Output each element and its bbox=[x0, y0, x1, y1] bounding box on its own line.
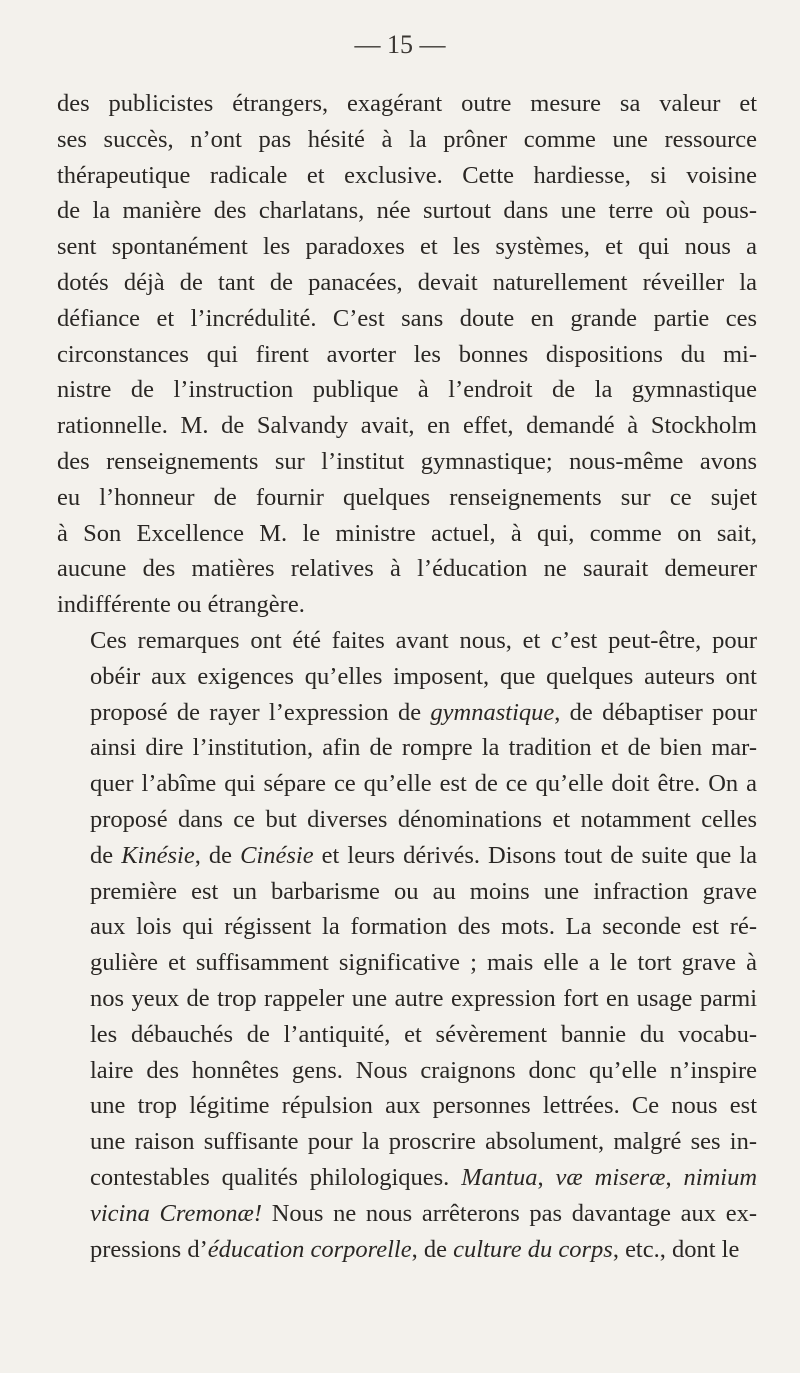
text-run: laire des honnêtes gens. Nous craignons donc qu’elle n’inspire bbox=[90, 1056, 757, 1084]
paragraph bbox=[57, 86, 757, 623]
text-run: thérapeutique radicale et exclusive. Cette hardiesse, si voisine bbox=[57, 161, 757, 189]
text-line bbox=[57, 1124, 757, 1160]
text-line bbox=[57, 838, 757, 874]
text-run: sent spontanément les paradoxes et les systèmes, et qui nous a bbox=[57, 233, 757, 261]
text-line bbox=[57, 158, 757, 194]
text-run: , de bbox=[411, 1235, 454, 1263]
text-run: et leurs dérivés. Disons tout de suite que la bbox=[313, 841, 757, 869]
text-line bbox=[57, 766, 757, 802]
text-run: aux lois qui régissent la formation des mots. La seconde est ré- bbox=[90, 913, 757, 941]
text-line bbox=[57, 1053, 757, 1089]
text-line bbox=[57, 86, 757, 122]
text-line bbox=[57, 122, 757, 158]
text-run: , etc., dont le bbox=[612, 1235, 740, 1263]
text-run: eu l’honneur de fournir quelques renseignements sur ce sujet bbox=[57, 483, 757, 511]
text-line bbox=[57, 551, 757, 587]
text-run: , bbox=[665, 1163, 684, 1191]
italic-text: culture du corps bbox=[453, 1235, 613, 1263]
text-run: pressions d’ bbox=[90, 1235, 208, 1263]
text-line bbox=[57, 193, 757, 229]
text-line bbox=[57, 802, 757, 838]
text-line bbox=[57, 1196, 757, 1232]
paragraph bbox=[57, 623, 757, 1267]
text-line bbox=[57, 909, 757, 945]
text-run: nos yeux de trop rappeler une autre expression fort en usage parmi bbox=[90, 984, 757, 1012]
text-run: une trop légitime répulsion aux personnes lettrées. Ce nous est bbox=[90, 1092, 757, 1120]
text-run: défiance et l’incrédulité. C’est sans doute en grande partie ces bbox=[57, 304, 757, 332]
text-run: de la manière des charlatans, née surtout dans une terre où pous- bbox=[57, 197, 757, 225]
text-run: quer l’abîme qui sépare ce qu’elle est de ce qu’elle doit être. On a bbox=[90, 770, 757, 798]
italic-text: éducation corporelle bbox=[207, 1235, 412, 1263]
text-line bbox=[57, 874, 757, 910]
italic-text: gymnastique bbox=[430, 698, 555, 726]
text-line bbox=[57, 229, 757, 265]
text-run: à Son Excellence M. le ministre actuel, à qui, comme on sait, bbox=[57, 519, 757, 547]
italic-text: Kinésie bbox=[121, 841, 195, 869]
italic-text: vicina Cremonæ! bbox=[90, 1199, 263, 1227]
text-line bbox=[57, 1088, 757, 1124]
text-run: , de débaptiser pour bbox=[554, 698, 757, 726]
text-run: première est un barbarisme ou au moins une infraction grave bbox=[90, 877, 757, 905]
text-run: une raison suffisante pour la proscrire absolument, malgré ses in- bbox=[90, 1128, 757, 1156]
text-run: ses succès, n’ont pas hésité à la prôner comme une ressource bbox=[57, 125, 757, 153]
text-run: dotés déjà de tant de panacées, devait naturellement réveiller la bbox=[57, 268, 757, 296]
text-line bbox=[57, 337, 757, 373]
text-run: Nous ne nous arrêterons pas davantage aux ex- bbox=[262, 1199, 757, 1227]
text-line bbox=[57, 945, 757, 981]
text-line bbox=[57, 444, 757, 480]
text-line bbox=[57, 480, 757, 516]
text-run: ainsi dire l’institution, afin de rompre la tradition et de bien mar- bbox=[90, 734, 757, 762]
text-line bbox=[57, 659, 757, 695]
text-run: aucune des matières relatives à l’éducation ne saurait demeurer bbox=[57, 555, 757, 583]
text-line bbox=[57, 730, 757, 766]
text-run: obéir aux exigences qu’elles imposent, que quelques auteurs ont bbox=[90, 662, 757, 690]
text-line bbox=[57, 1232, 757, 1268]
italic-text: nimium bbox=[683, 1163, 757, 1191]
text-run: des publicistes étrangers, exagérant outre mesure sa valeur et bbox=[57, 90, 757, 117]
text-line bbox=[57, 408, 757, 444]
text-line bbox=[57, 516, 757, 552]
page-number: — 15 — bbox=[354, 30, 446, 59]
text-line bbox=[57, 623, 757, 659]
text-run: proposé de rayer l’expression de bbox=[90, 698, 431, 726]
text-line bbox=[57, 265, 757, 301]
text-line bbox=[57, 695, 757, 731]
text-run: de bbox=[90, 841, 122, 869]
text-line bbox=[57, 1160, 757, 1196]
text-line bbox=[57, 587, 757, 623]
text-run: Ces remarques ont été faites avant nous, et c’est peut-être, pour bbox=[90, 626, 757, 654]
italic-text: Mantua bbox=[461, 1163, 538, 1191]
text-run: rationnelle. M. de Salvandy avait, en effet, demandé à Stockholm bbox=[57, 412, 757, 440]
body-text bbox=[57, 86, 757, 1267]
text-line bbox=[57, 301, 757, 337]
text-run: contestables qualités philologiques. bbox=[90, 1163, 462, 1191]
italic-text: Cinésie bbox=[240, 841, 314, 869]
text-run: circonstances qui firent avorter les bonnes dispositions du mi- bbox=[57, 340, 757, 368]
text-run: gulière et suffisamment significative ; mais elle a le tort grave à bbox=[90, 949, 757, 977]
text-run: , de bbox=[194, 841, 241, 869]
text-line bbox=[57, 372, 757, 408]
text-run: , bbox=[537, 1163, 556, 1191]
italic-text: væ miseræ bbox=[555, 1163, 666, 1191]
text-run: indifférente ou étrangère. bbox=[57, 591, 305, 619]
text-run: des renseignements sur l’institut gymnastique; nous-même avons bbox=[57, 447, 757, 475]
text-line bbox=[57, 981, 757, 1017]
text-run: nistre de l’instruction publique à l’endroit de la gymnastique bbox=[57, 376, 757, 404]
text-run: proposé dans ce but diverses dénominations et notamment celles bbox=[90, 805, 757, 833]
text-line bbox=[57, 1017, 757, 1053]
text-run: les débauchés de l’antiquité, et sévèrement bannie du vocabu- bbox=[90, 1020, 757, 1048]
